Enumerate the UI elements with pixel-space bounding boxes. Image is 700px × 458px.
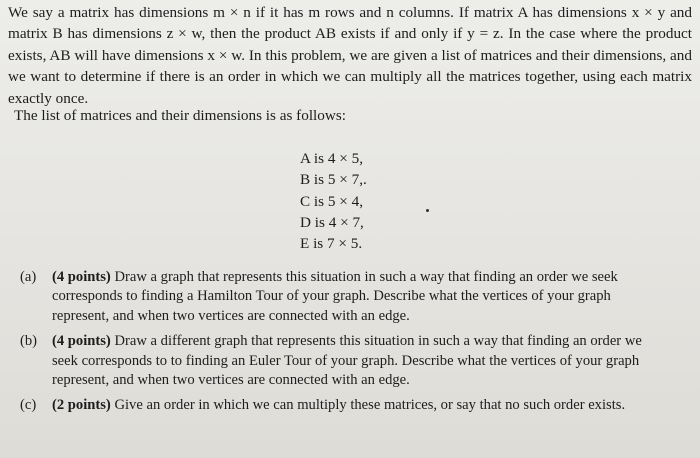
intro-text: We say a matrix has dimensions m × n if it has m rows and n columns. If matrix A has dimensions x × y and matrix B has dimensions z × w, then the product AB exists if and only if y = z. In the case where the product exists, AB will have dimensions x × w. In this problem, we are given a list of matrices and their dimensions, and we want to determine if there is an order in which we can multiply all the matrices together, using each matrix exactly once. [8, 4, 692, 107]
matrix-list-label: The list of matrices and their dimensions is as follows: [14, 107, 346, 124]
part-a [20, 268, 660, 326]
matrix-a: A is 4 × 5, [300, 150, 363, 167]
part-b-tag: (b) [20, 333, 38, 350]
part-c-text: Give an order in which we can multiply these matrices, or say that no such order exists. [114, 397, 626, 414]
part-b-text: Draw a different graph that represents this situation in such a way that finding an order we seek corresponds to to finding an Euler Tour of your graph. Describe what the vertices of your graph represent, and when two vertices are connected with an edge. [52, 333, 642, 389]
matrix-e: E is 7 × 5. [300, 235, 363, 253]
part-c-points: (2 points) [52, 397, 111, 414]
matrix-d: D is 4 × 7, [300, 213, 364, 231]
intro-paragraph [8, 2, 692, 109]
question-parts [20, 268, 660, 422]
matrix-b: B is 5 × 7,. [300, 171, 367, 189]
part-c [20, 396, 660, 415]
matrix-c: C is 5 × 4, [300, 192, 363, 210]
part-a-text: Draw a graph that represents this situation in such a way that finding an order we seek corresponds to finding a Hamilton Tour of your graph. Describe what the vertices of your graph represent, and when two vertices are connected with an edge. [52, 269, 618, 324]
part-a-tag: (a) [20, 269, 37, 285]
stray-mark [426, 209, 429, 212]
part-a-points: (4 points) [52, 269, 111, 285]
part-b [20, 332, 660, 390]
part-b-points: (4 points) [52, 333, 111, 350]
part-c-tag: (c) [20, 397, 37, 414]
matrix-list [300, 148, 367, 254]
